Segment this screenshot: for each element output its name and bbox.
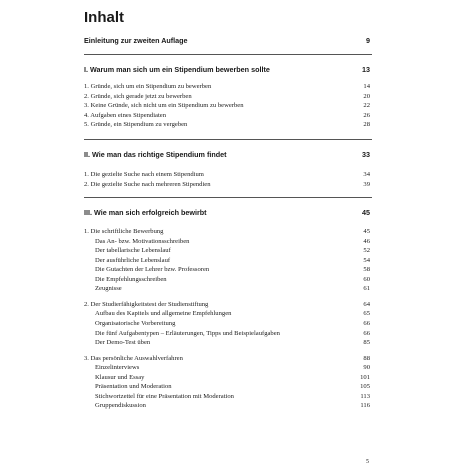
toc-subentry-label: Das An- bzw. Motivationsschreiben [95, 237, 190, 245]
toc-subentry-label: Der Demo-Test üben [95, 339, 151, 347]
toc-entry-page: 88 [363, 354, 370, 362]
toc-entry-label: 1. Gründe, sich um ein Stipendium zu bewerben [84, 83, 212, 90]
toc-subentry-label: Gruppendiskussion [95, 402, 146, 410]
toc-subentry-label: Die Gutachten der Lehrer bzw. Professoren [95, 266, 210, 274]
toc-subentry-page: 58 [363, 266, 370, 274]
intro-entry-label: Einleitung zur zweiten Auflage [84, 36, 188, 45]
toc-subentry-page: 113 [360, 392, 370, 400]
toc-subentry-label: Organisatorische Vorbereitung [95, 319, 176, 327]
toc-entry-page: 20 [363, 92, 370, 100]
toc-entry-page: 45 [363, 228, 370, 235]
toc-subentry-page: 61 [363, 285, 370, 293]
toc-subentry-page: 101 [360, 373, 370, 381]
toc-entry-page: 34 [363, 171, 370, 178]
toc-subentry-label: Zeugnisse [95, 285, 122, 293]
toc-subentry-page: 65 [363, 310, 370, 318]
toc-subentry-label: Einzelinterviews [95, 364, 140, 372]
section-heading-page: 45 [362, 208, 370, 217]
section-heading-label: I. Warum man sich um ein Stipendium bewerben sollte [84, 65, 270, 74]
intro-entry-page: 9 [366, 36, 370, 45]
toc-entry-label: 1. Die gezielte Suche nach einem Stipendium [84, 171, 204, 178]
section-heading-label: II. Wie man das richtige Stipendium findet [84, 150, 227, 159]
toc-entry-page: 26 [363, 111, 370, 119]
toc-subentry-page: 60 [363, 275, 370, 283]
toc-entry-label: 3. Das persönliche Auswahlverfahren [84, 354, 183, 362]
toc-subentry-label: Die fünf Aufgabentypen – Erläuterungen, Tipps und Beispielaufgaben [95, 329, 280, 337]
toc-subentry-page: 52 [363, 247, 370, 255]
page-number: 5 [366, 459, 369, 465]
toc-subentry-label: Klausur und Essay [95, 373, 145, 381]
toc-entry-label: 4. Aufgaben eines Stipendiaten [84, 111, 167, 119]
toc-entry-page: 28 [363, 121, 370, 129]
toc-entry-label: 1. Die schriftliche Bewerbung [84, 228, 164, 235]
toc-entry-page: 22 [363, 102, 370, 110]
toc-subentry-label: Stichwortzettel für eine Präsentation mit Moderation [95, 392, 234, 400]
toc-subentry-label: Präsentation und Moderation [95, 383, 172, 391]
toc-entry-page: 14 [363, 83, 370, 90]
toc-entry-page: 64 [363, 300, 370, 308]
section-heading-page: 13 [362, 65, 370, 74]
toc-subentry-page: 46 [363, 237, 370, 245]
section-heading-label: III. Wie man sich erfolgreich bewirbt [84, 208, 207, 217]
page-title: Inhalt [84, 9, 124, 26]
toc-entry-label: 3. Keine Gründe, sich nicht um ein Stipendium zu bewerben [84, 102, 244, 110]
toc-subentry-label: Der ausführliche Lebenslauf [95, 256, 171, 264]
toc-subentry-page: 66 [363, 329, 370, 337]
toc-entry-label: 2. Der Studierfähigkeitstest der Studienstiftung [84, 300, 209, 308]
toc-subentry-label: Der tabellarische Lebenslauf [95, 247, 171, 255]
toc-entry-label: 5. Gründe, ein Stipendium zu vergeben [84, 121, 188, 129]
section-heading-page: 33 [362, 150, 370, 159]
toc-subentry-page: 90 [363, 364, 370, 372]
toc-subentry-page: 105 [360, 383, 370, 391]
toc-entry-page: 39 [363, 180, 370, 188]
toc-subentry-label: Aufbau des Kapitels und allgemeine Empfehlungen [95, 310, 232, 318]
toc-subentry-label: Die Empfehlungsschreiben [95, 275, 167, 283]
toc-subentry-page: 85 [363, 339, 370, 347]
toc-subentry-page: 116 [360, 402, 370, 410]
toc-subentry-page: 54 [363, 256, 370, 264]
section-divider-0 [84, 54, 372, 55]
section-divider-1 [84, 139, 372, 140]
section-divider-2 [84, 197, 372, 198]
toc-entry-label: 2. Gründe, sich gerade jetzt zu bewerben [84, 92, 192, 100]
toc-entry-label: 2. Die gezielte Suche nach mehreren Stipendien [84, 180, 211, 188]
toc-subentry-page: 66 [363, 319, 370, 327]
